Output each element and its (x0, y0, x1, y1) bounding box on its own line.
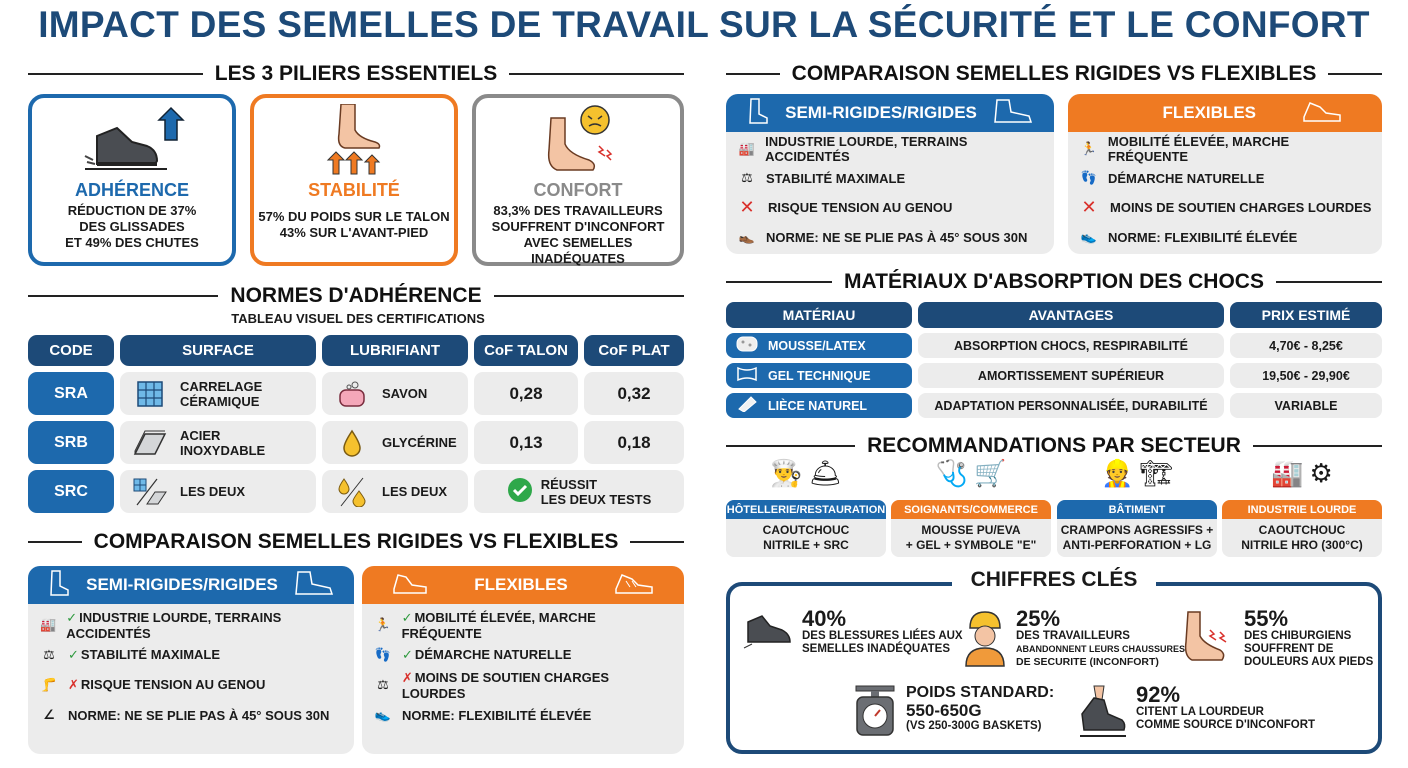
shoe-icon: 👞 (738, 229, 756, 245)
tile-icon (130, 381, 170, 407)
list-item: ⚖ ✗ MOINS DE SOUTIEN CHARGES LOURDES (372, 670, 674, 700)
section-heading-materiaux: MATÉRIAUX D'ABSORPTION DES CHOCS (726, 270, 1382, 294)
section-heading-secteurs: RECOMMANDATIONS PAR SECTEUR (726, 434, 1382, 458)
boot-icon (48, 570, 70, 601)
foot-pain-icon (476, 98, 680, 176)
sector-card-industry: INDUSTRIE LOURDE CAOUTCHOUC NITRILE HRO (300°C) (1222, 500, 1382, 557)
pillar-stability: STABILITÉ 57% DU POIDS SUR LE TALON 43% SUR L'AVANT-PIED (250, 94, 458, 266)
slipping-shoe-icon (32, 98, 232, 176)
list-item: ✕ RISQUE TENSION AU GENOU (736, 193, 1044, 223)
pillar-title: CONFORT (533, 180, 623, 200)
factory-icon: 🏭 (1271, 458, 1304, 488)
list-item: ∠ NORME: NE SE PLIE PAS À 45° SOUS 30N (38, 700, 344, 730)
sneaker-icon (1302, 99, 1342, 128)
list-item: 👣 ✓ DÉMARCHE NATURELLE (372, 640, 674, 670)
list-item: 🏃 ✓ MOBILITÉ ÉLEVÉE, MARCHE FRÉQUENTE (372, 610, 674, 640)
section-heading-comparison-right: COMPARAISON SEMELLES RIGIDES VS FLEXIBLES (726, 62, 1382, 86)
sneaker-icon (392, 571, 428, 600)
cloche-icon: 🛎 (808, 458, 842, 488)
boot-icon (747, 98, 769, 129)
worker-icon (962, 608, 1008, 673)
drop-icon (332, 429, 372, 457)
column-header: SURFACE (120, 335, 316, 366)
check-circle-icon (507, 477, 533, 506)
list-item: 👣 DÉMARCHE NATURELLE (1078, 164, 1372, 194)
slipping-shoe-icon (742, 608, 794, 655)
stat-92: 92% CITENT LA LOURDEUR COMME SOURCE D'INCONFORT (1078, 684, 1315, 743)
materials-table (726, 302, 1382, 423)
gear-icon: ⚙ (1309, 458, 1333, 488)
section-heading-normes: NORMES D'ADHÉRENCE (28, 284, 684, 308)
scale-balance-icon: ⚖ (741, 170, 753, 186)
list-item: 🏭 INDUSTRIE LOURDE, TERRAINS ACCIDENTÉS (736, 134, 1044, 164)
running-shoe-icon (614, 571, 654, 600)
heavy-shoe-icon (1078, 684, 1128, 743)
table-row: MOUSSE/LATEX ABSORPTION CHOCS, RESPIRABILITÉ 4,70€ - 8,25€ (726, 333, 1382, 358)
work-boot-icon (993, 98, 1033, 129)
rigid-card-left: SEMI-RIGIDES/RIGIDES 🏭 ✓ INDUSTRIE LOURDE, TERRAINS ACCIDENTÉS ⚖ ✓ STABILITÉ MAXIMALE 🦵 ✗ RISQUE TENSION AU GENOU ∠ NORME: NE SE PLIE PAS À 45° SOUS 30N (28, 566, 354, 754)
list-item: 🏃 MOBILITÉ ÉLEVÉE, MARCHE FRÉQUENTE (1078, 134, 1372, 164)
table-header-row (28, 335, 684, 366)
work-boot-icon (294, 570, 334, 601)
pillar-title: ADHÉRENCE (74, 180, 189, 200)
column-header: CODE (28, 335, 114, 366)
tile-and-steel-icon (130, 478, 170, 506)
column-header: PRIX ESTIMÉ (1230, 302, 1382, 328)
sector-icons-care (891, 458, 1051, 489)
column-header: AVANTAGES (918, 302, 1224, 328)
table-row: LIÈCE NATUREL ADAPTATION PERSONNALISÉE, DURABILITÉ VARIABLE (726, 393, 1382, 418)
factory-icon: 🏭 (738, 140, 755, 156)
weight-icon: ⚖ (377, 677, 389, 692)
list-item: 🏭 ✓ INDUSTRIE LOURDE, TERRAINS ACCIDENTÉS (40, 609, 282, 641)
steel-plate-icon (130, 430, 170, 456)
stat-25: 25% DES TRAVAILLEURS ABANDONNENT LEURS CHAUSSURES DE SECURITE (INCONFORT) (962, 608, 1185, 673)
pillar-title: STABILITÉ (308, 180, 400, 200)
runner-icon: 🏃 (1080, 140, 1098, 156)
factory-icon: 🏭 (40, 617, 57, 632)
stat-55: 55% DES CHIBURGIENS SOUFFRENT DE DOULEURS AUX PIEDS (1180, 608, 1373, 669)
list-item: 👞 NORME: NE SE PLIE PAS À 45° SOUS 30N (736, 223, 1044, 253)
knee-pain-icon: 🦵 (40, 677, 58, 692)
angle-icon: ∠ (43, 707, 55, 722)
soap-icon (332, 380, 372, 408)
sector-icons-industry (1222, 458, 1382, 489)
cork-icon (736, 396, 758, 415)
scale-balance-icon: ⚖ (43, 647, 55, 662)
footprint-icon: 👣 (1080, 170, 1098, 186)
gel-insole-icon (736, 366, 758, 385)
list-item: 👟 NORME: FLEXIBILITÉ ÉLEVÉE (372, 700, 674, 730)
sector-icons-hospitality (726, 458, 886, 489)
footprints-icon: 👣 (374, 647, 392, 662)
normes-subtitle: TABLEAU VISUEL DES CERTIFICATIONS (231, 311, 485, 326)
flex-card-right: FLEXIBLES 🏃 MOBILITÉ ÉLEVÉE, MARCHE FRÉQUENTE 👣 DÉMARCHE NATURELLE ✕ MOINS DE SOUTIEN CHARGES LOURDES 👟 NORME: FLEXIBILITÉ ÉLEVÉE (1068, 94, 1382, 254)
foot-pain-icon (1180, 608, 1236, 669)
stat-weight: POIDS STANDARD: 550-650G (VS 250-300G BASKETS) (852, 684, 1054, 743)
sector-icons-building (1057, 458, 1217, 489)
table-row: SRB ACIER INOXYDABLE GLYCÉRINE 0,13 0,18 (28, 421, 684, 464)
normes-table (28, 335, 684, 519)
red-x-icon: ✕ (1081, 197, 1097, 218)
red-x-icon: ✕ (739, 197, 755, 218)
column-header: LUBRIFIANT (322, 335, 468, 366)
runner-icon: 🏃 (374, 617, 391, 632)
page-title: IMPACT DES SEMELLES DE TRAVAIL SUR LA SÉCURITÉ ET LE CONFORT (38, 4, 1370, 45)
sector-card-building: BÂTIMENT CRAMPONS AGRESSIFS + ANTI-PERFORATION + LG (1057, 500, 1217, 557)
stethoscope-icon: 🩺 (935, 458, 968, 488)
stat-40: 40% DES BLESSURES LIÉES AUX SEMELLES INADÉQUATES (742, 608, 963, 656)
cart-icon: 🛒 (974, 458, 1007, 488)
pass-both-tests-cell: RÉUSSIT LES DEUX TESTS (474, 470, 684, 513)
list-item: ⚖ STABILITÉ MAXIMALE (736, 164, 1044, 194)
sector-card-hospitality: HÔTELLERIE/RESTAURATION CAOUTCHOUC NITRILE + SRC (726, 500, 886, 557)
section-heading-comparison-left: COMPARAISON SEMELLES RIGIDES VS FLEXIBLES (28, 530, 684, 554)
list-item: ✕ MOINS DE SOUTIEN CHARGES LOURDES (1078, 193, 1372, 223)
two-drops-icon (332, 477, 372, 507)
crane-icon: 🏗 (1139, 458, 1173, 488)
rigid-card-right: SEMI-RIGIDES/RIGIDES 🏭 INDUSTRIE LOURDE, TERRAINS ACCIDENTÉS ⚖ STABILITÉ MAXIMALE ✕ RISQUE TENSION AU GENOU 👞 NORME: NE SE PLIE PAS À 45° SOUS 30N (726, 94, 1054, 254)
pillar-comfort: CONFORT 83,3% DES TRAVAILLEURS SOUFFRENT D'INCONFORT AVEC SEMELLES INADÉQUATES (472, 94, 684, 266)
flex-shoe-icon: 👟 (374, 707, 392, 722)
sponge-icon (736, 336, 758, 355)
column-header: CoF TALON (474, 335, 578, 366)
list-item: 🦵 ✗ RISQUE TENSION AU GENOU (38, 670, 344, 700)
table-row: SRC LES DEUX LES DEUX RÉUSSIT LES DEUX TESTS (28, 470, 684, 513)
foot-support-icon (254, 98, 454, 176)
section-heading-pillars: LES 3 PILIERS ESSENTIELS (28, 62, 684, 86)
flex-shoe-icon: 👟 (1080, 229, 1098, 245)
column-header: MATÉRIAU (726, 302, 912, 328)
list-item: 👟 NORME: FLEXIBILITÉ ÉLEVÉE (1078, 223, 1372, 253)
sector-card-care: SOIGNANTS/COMMERCE MOUSSE PU/EVA + GEL + SYMBOLE "E" (891, 500, 1051, 557)
flex-card-left: FLEXIBLES 🏃 ✓ MOBILITÉ ÉLEVÉE, MARCHE FRÉQUENTE 👣 ✓ DÉMARCHE NATURELLE ⚖ ✗ MOINS DE SOUTIEN CHARGES LOURDES 👟 NORME: FLEXIBILITÉ ÉLEVÉE (362, 566, 684, 754)
table-row: GEL TECHNIQUE AMORTISSEMENT SUPÉRIEUR 19,50€ - 29,90€ (726, 363, 1382, 388)
list-item: ⚖ ✓ STABILITÉ MAXIMALE (38, 640, 344, 670)
worker-icon: 👷 (1101, 458, 1134, 488)
kitchen-scale-icon (852, 684, 898, 743)
table-row: SRA CARRELAGE CÉRAMIQUE SAVON 0,28 0,32 (28, 372, 684, 415)
chef-hat-icon: 👨‍🍳 (770, 458, 803, 488)
table-header-row (726, 302, 1382, 328)
key-figures-title: CHIFFRES CLÉS (952, 568, 1156, 592)
pillar-adherence: ADHÉRENCE RÉDUCTION DE 37% DES GLISSADES ET 49% DES CHUTES (28, 94, 236, 266)
column-header: CoF PLAT (584, 335, 684, 366)
